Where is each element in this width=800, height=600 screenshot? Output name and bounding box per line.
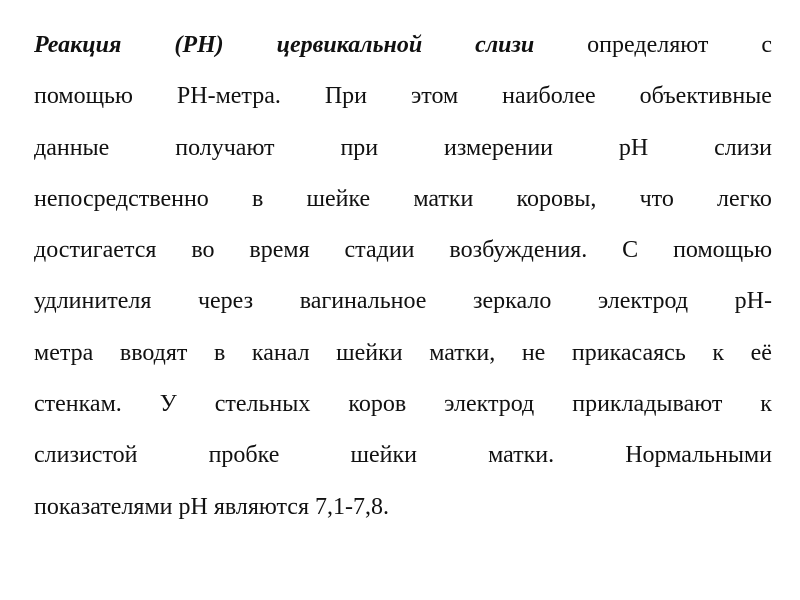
word: к <box>712 339 725 366</box>
word: к <box>760 391 772 418</box>
word: легко <box>717 185 772 212</box>
word: прикасаясь <box>571 339 686 366</box>
paragraph-line <box>34 20 772 71</box>
word: шейки <box>350 442 417 469</box>
word: матки. <box>488 442 555 469</box>
word: шейки <box>336 339 403 366</box>
word: зеркало <box>473 288 552 315</box>
body-paragraph <box>34 20 772 533</box>
word: слизи <box>714 134 772 161</box>
word: матки, <box>429 339 496 366</box>
word: слизистой <box>34 442 138 469</box>
word: пробке <box>208 442 280 469</box>
word: с <box>761 32 772 58</box>
word: определяют <box>587 32 709 58</box>
paragraph-line <box>34 123 772 174</box>
emphasized-term: цервикальной <box>276 32 423 58</box>
word: получают <box>175 134 275 161</box>
word: У <box>159 391 177 418</box>
emphasized-term: слизи <box>475 32 535 58</box>
word: pH- <box>734 288 772 315</box>
word: что <box>639 185 674 212</box>
word: во <box>191 237 215 264</box>
emphasized-term: (PH) <box>174 32 224 58</box>
word: При <box>324 83 368 110</box>
paragraph-line <box>34 71 772 122</box>
word: достигается <box>34 237 157 264</box>
word: электрод <box>444 391 535 418</box>
word: помощью <box>673 237 772 264</box>
word: в <box>213 339 226 366</box>
word: данные <box>34 134 110 161</box>
word: Нормальными <box>625 442 772 469</box>
word: стельных <box>214 391 311 418</box>
word: измерении <box>444 134 554 161</box>
word: показателями pH являются 7,1-7,8. <box>34 493 389 520</box>
paragraph-line <box>34 482 772 533</box>
word: не <box>521 339 546 366</box>
word: PH-метра. <box>176 83 281 110</box>
word: вагинальное <box>299 288 427 315</box>
paragraph-line <box>34 225 772 276</box>
word: через <box>197 288 254 315</box>
word: pH <box>618 134 649 161</box>
word: коров <box>348 391 407 418</box>
paragraph-line <box>34 174 772 225</box>
word: шейке <box>306 185 371 212</box>
word: при <box>340 134 379 161</box>
word: вводят <box>119 339 188 366</box>
word: матки <box>413 185 474 212</box>
paragraph-line <box>34 328 772 379</box>
word: коровы, <box>516 185 597 212</box>
word: возбуждения. <box>449 237 588 264</box>
word: этом <box>410 83 459 110</box>
word: канал <box>251 339 310 366</box>
word: удлинителя <box>34 288 152 315</box>
word: её <box>750 339 772 366</box>
word: непосредственно <box>34 185 209 212</box>
paragraph-line <box>34 379 772 430</box>
word: время <box>249 237 310 264</box>
word: стадии <box>344 237 415 264</box>
word: объективные <box>639 83 772 110</box>
emphasized-term: Реакция <box>34 32 122 58</box>
word: стенкам. <box>34 391 122 418</box>
word: в <box>251 185 264 212</box>
word: помощью <box>34 83 133 110</box>
word: электрод <box>597 288 689 315</box>
word: наиболее <box>502 83 596 110</box>
word: метра <box>34 339 94 366</box>
word: С <box>622 237 639 264</box>
word: прикладывают <box>572 391 723 418</box>
paragraph-line <box>34 276 772 327</box>
paragraph-line <box>34 430 772 481</box>
